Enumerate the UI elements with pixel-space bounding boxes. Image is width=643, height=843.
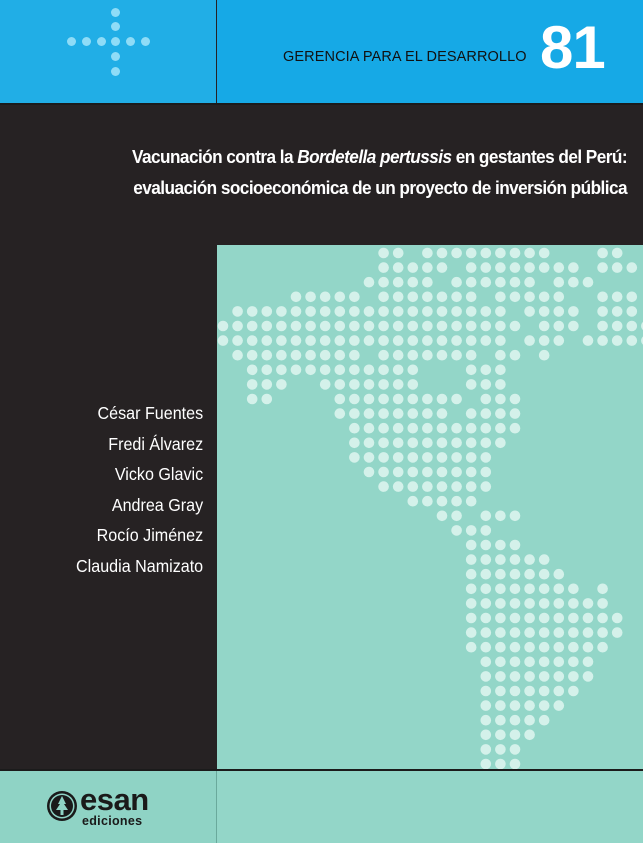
publisher-imprint: ediciones	[82, 814, 143, 828]
top-divider	[0, 103, 643, 105]
map-panel	[217, 245, 643, 770]
author-name: Rocío Jiménez	[96, 525, 203, 545]
species-name: Bordetella pertussis	[297, 146, 452, 167]
book-title-line-1: Vacunación contra la Bordetella pertussis en gestantes del Perú:	[132, 146, 627, 167]
author-name: Fredi Álvarez	[108, 433, 203, 454]
book-title	[81, 141, 627, 203]
author-name: Vicko Glavic	[114, 464, 203, 484]
top-left-band	[0, 0, 216, 103]
series-name: GERENCIA PARA EL DESARROLLO	[283, 49, 527, 65]
publisher-name: esan	[80, 782, 149, 817]
author-name: Claudia Namizato	[75, 555, 203, 576]
esan-seal-icon	[46, 790, 78, 822]
series-number: 81	[540, 14, 605, 81]
dotted-americas-map	[217, 245, 643, 770]
book-title-line-2: evaluación socioeconómica de un proyecto de inversión pública	[133, 177, 628, 198]
author-name: Andrea Gray	[111, 494, 203, 515]
author-list	[65, 398, 203, 581]
bottom-vertical-divider	[216, 771, 217, 843]
bottom-map-band	[217, 771, 643, 843]
author-name: César Fuentes	[97, 403, 203, 423]
